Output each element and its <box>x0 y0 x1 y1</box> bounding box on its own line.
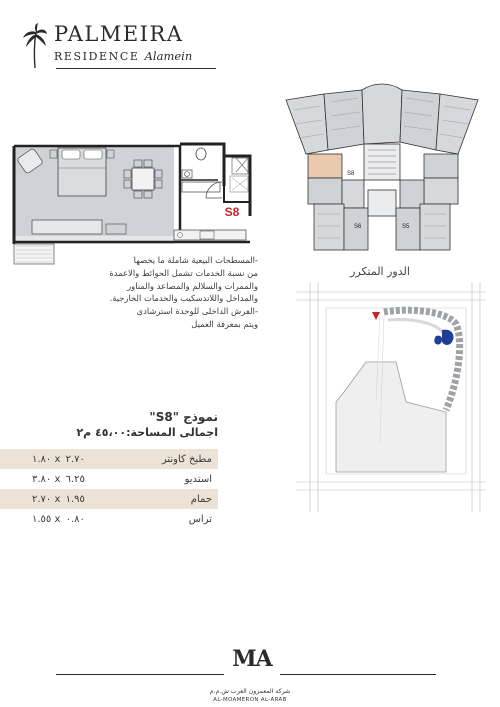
room-dimension: ١.٥٥ x ٠.٨٠ <box>32 513 85 525</box>
developer-logo <box>224 646 280 686</box>
room-dimension: ٣.٨٠ x ٦.٢٥ <box>32 473 85 485</box>
room-dimensions-table <box>0 449 218 529</box>
model-total-area: اجمالى المساحة:٤٥،٠٠ م٢ <box>76 426 218 439</box>
note-line: -الفرش الداخلى للوحدة استرشادى <box>136 306 258 317</box>
sales-notes <box>28 254 258 331</box>
room-name: حمام <box>190 493 212 505</box>
site-plan <box>296 282 486 512</box>
typical-unit-s5: S5 <box>402 224 410 230</box>
note-line: والمداخل واللاندسكيب والخدمات الخارجية. <box>109 293 258 304</box>
developer-name-ar: شركة المعمرون العرب ش.م.م <box>209 688 291 695</box>
table-row <box>0 489 218 509</box>
unit-floor-plan <box>10 138 260 268</box>
typical-unit-s6: S6 <box>354 224 362 230</box>
palmeira-logo <box>20 18 200 78</box>
typical-floor-plan <box>284 80 480 260</box>
note-line: -المسطحات البيعية شاملة ما يخصها <box>133 255 258 265</box>
typical-unit-s8: S8 <box>347 171 355 177</box>
room-name: استديو <box>184 473 212 485</box>
typical-floor-caption: الدور المتكرر <box>350 265 410 278</box>
note-line: ويتم بمعرفة العميل <box>191 318 258 329</box>
brand-subtitle-script: Alamein <box>144 49 193 63</box>
table-row <box>0 509 218 529</box>
room-name: تراس <box>188 513 212 525</box>
table-row <box>0 449 218 469</box>
developer-logo-mark: MA <box>232 646 272 672</box>
model-title: نموذج "S8" <box>149 410 218 424</box>
note-line: من نسبة الخدمات تشمل الحوائط والاعمدة <box>109 267 258 278</box>
note-line: والممرات والسلالم والمصاعد والمناور <box>127 280 258 291</box>
room-dimension: ١.٨٠ x ٢.٧٠ <box>32 453 85 465</box>
room-name: مطبخ كاونتر <box>161 453 212 465</box>
developer-name-en: AL-MOAMERON AL-ARAB <box>213 697 287 703</box>
brand-subtitle-main: RESIDENCE <box>54 50 140 63</box>
unit-label-s8: S8 <box>224 205 240 219</box>
table-row <box>0 469 218 489</box>
header-divider <box>56 68 216 69</box>
brand-name: PALMEIRA <box>54 22 184 46</box>
brand-subtitle <box>54 49 192 63</box>
palm-leaf-icon <box>22 22 48 70</box>
room-dimension: ٢.٧٠ x ١.٩٥ <box>32 493 85 505</box>
